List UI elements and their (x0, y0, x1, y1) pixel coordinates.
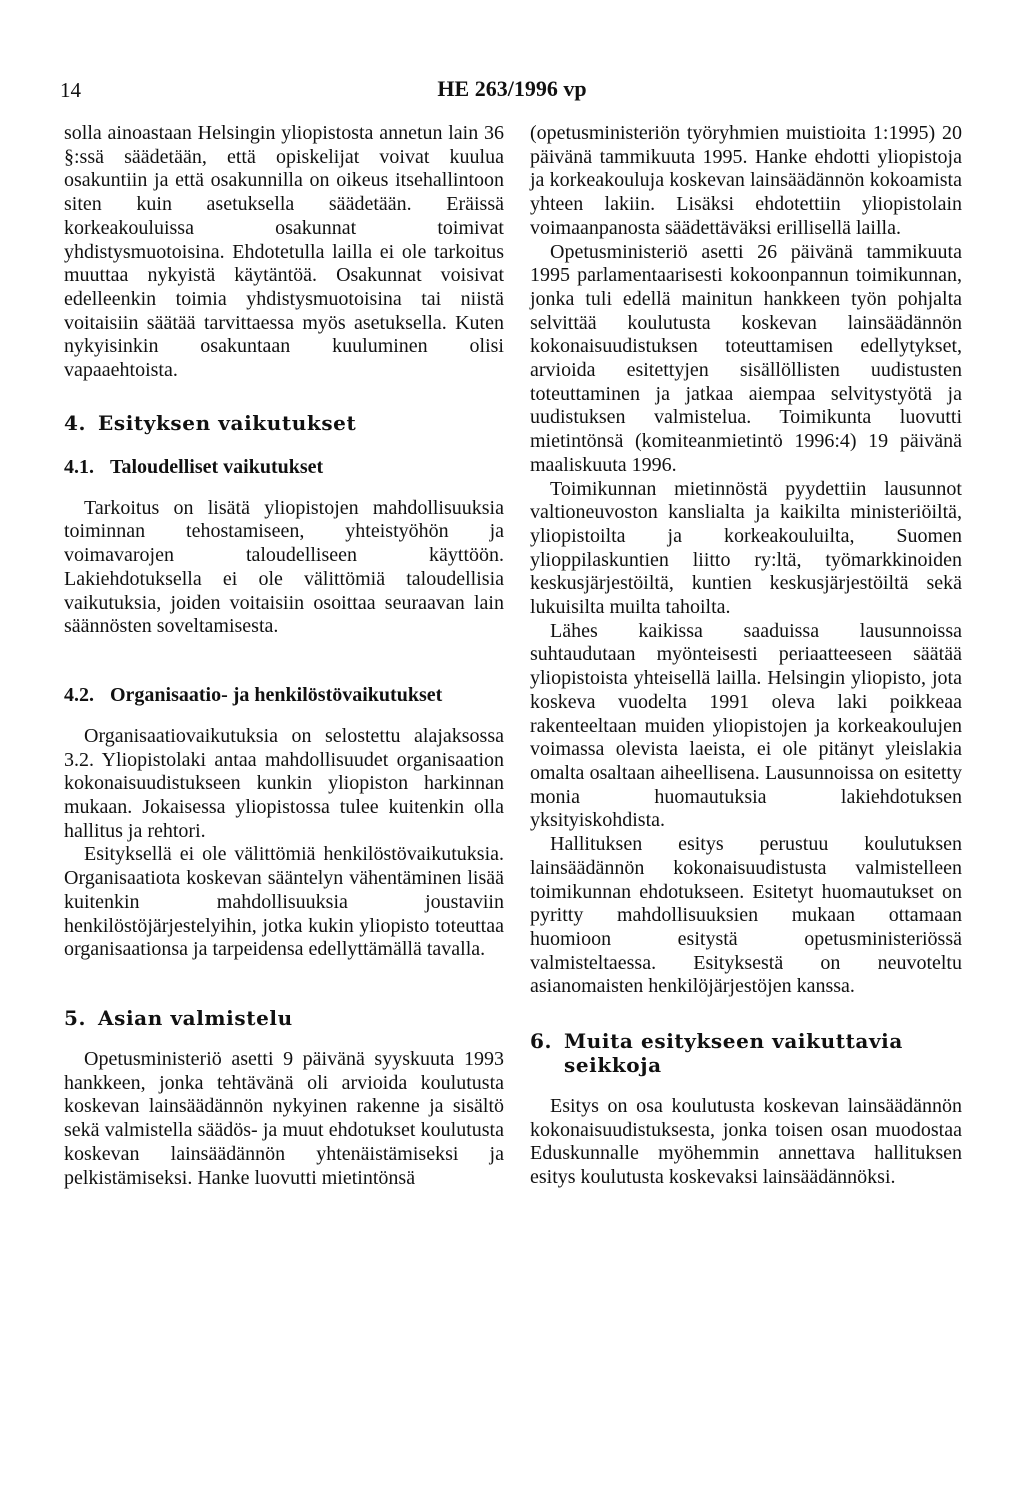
section-4-heading (64, 411, 504, 435)
section-4-2-heading (64, 683, 504, 707)
section-4-1-heading (64, 455, 504, 479)
section-5-heading (64, 1006, 504, 1030)
section-number: 6. (530, 1029, 553, 1054)
section-number: 4.2. (64, 683, 94, 706)
section-title: Muita esitykseen vaikuttavia seikkoja (564, 1029, 903, 1078)
right-paragraph-3: Toimikunnan mietinnöstä pyydettiin lausunnot valtioneuvoston kanslialta ja kaikilta ministeriöiltä, yliopistoilta ja korkeakouluilta, Suomen ylioppilaskuntien liitto ry:ltä, työmarkkinoiden keskusjärjestöiltä, kuntien keskusjärjestöiltä sekä lukuisilta muilta tahoilta. (530, 477, 962, 619)
section-4-2-paragraph-1: Organisaatiovaikutuksia on selostettu alajaksossa 3.2. Yliopistolaki antaa mahdollisuudet organisaation kokonaisuudistukseen kunkin yliopiston harkinnan mukaan. Jokaisessa yliopistossa tulee kuitenkin olla hallitus ja rehtori. (64, 724, 504, 842)
section-5-paragraph: Opetusministeriö asetti 9 päivänä syyskuuta 1993 hankkeen, jonka tehtävänä oli arvioida koulutusta koskevan lainsäädännön nykyinen rakenne ja sisältö sekä valmistella säädös- ja muut ehdotukset koulutusta koskevan lainsäädännön yhtenäistämiseksi ja pelkistämiseksi. Hanke luovutti mietintönsä (64, 1047, 504, 1189)
section-title: Taloudelliset vaikutukset (110, 455, 324, 478)
right-paragraph-4: Lähes kaikissa saaduissa lausunnoissa suhtaudutaan myönteisesti periaatteeseen säätää yliopistoista yhteisellä lailla. Helsingin yliopisto, jota koskeva vuodelta 1991 oleva laki poikkeaa rakenteeltaan muiden yliopistojen ja korkeakoulujen voimassa olevista laeista, ei ole pitänyt yleislakia omalta osaltaan aiheellisena. Lausunnoissa on esitetty monia huomautuksia lakiehdotuksen yksityiskohdista. (530, 619, 962, 832)
section-title: Asian valmistelu (98, 1005, 293, 1030)
section-4-2-paragraph-2: Esityksellä ei ole välittömiä henkilöstövaikutuksia. Organisaatiota koskevan sääntelyn vähentäminen lisää kuitenkin mahdollisuuksia joustaviin henkilöstöjärjestelyihin, jotka kukin yliopisto toteuttaa organisaationsa ja tarpeidensa edellyttämällä tavalla. (64, 843, 504, 961)
right-paragraph-1: (opetusministeriön työryhmien muistioita 1:1995) 20 päivänä tammikuuta 1995. Hanke ehdotti yliopistoja ja korkeakouluja koskevan lainsäädännön kokoamista yhteen lakiin. Lisäksi ehdotettiin yliopistolain voimaanpanosta säädettäväksi erillisellä lailla. (530, 122, 962, 239)
section-title: Esityksen vaikutukset (98, 410, 357, 435)
section-4-1-paragraph: Tarkoitus on lisätä yliopistojen mahdollisuuksia toiminnan tehostamiseen, yhteistyöhön ja voimavarojen taloudelliseen käyttöön. Lakiehdotuksella ei ole välittömiä taloudellisia vaikutuksia, joiden voitaisiin osoittaa seuraavan lain säännösten soveltamisesta. (64, 496, 504, 638)
intro-paragraph: solla ainoastaan Helsingin yliopistosta annetun lain 36 §:ssä säädetään, että opiskelijat voivat kuulua osakuntiin ja että osakunnilla on oikeus itsehallintoon siten kuin asetuksella säädetään. Eräissä korkeakouluissa osakunnat toimivat yhdistysmuotoisina. Ehdotetulla lailla ei ole tarkoitus muuttaa nykyistä käytäntöä. Osakunnat voisivat edelleenkin toimia yhdistysmuotoisina tai niistä voitaisiin säätää tarvittaessa myös asetuksella. Kuten nykyisinkin osakuntaan kuuluminen olisi vapaaehtoista. (64, 122, 504, 382)
page-number: 14 (60, 78, 81, 102)
right-paragraph-2: Opetusministeriö asetti 26 päivänä tammikuuta 1995 parlamentaarisesti kokoonpannun toimikunnan, jonka tuli edellä mainitun hankkeen työn pohjalta selvittää koulutusta koskevan lainsäädännön kokonaisuudistuksen toteuttamisen edellytykset, arvioida esitettyjen sisällöllisten uudistusten toteuttaminen ja jatkaa aiempaa selvitystyötä ja uudistuksen valmistelua. Toimikunta luovutti mietintönsä (komiteanmietintö 1996:4) 19 päivänä maaliskuuta 1996. (530, 240, 962, 476)
section-6-paragraph: Esitys on osa koulutusta koskevan lainsäädännön kokonaisuudistuksesta, jonka toisen osan muodostaa Eduskunnalle myöhemmin annettava hallituksen esitys koulutusta koskevaksi lainsäädännöksi. (530, 1095, 962, 1189)
section-6-heading (530, 1029, 962, 1077)
left-column (64, 122, 504, 1190)
right-column (530, 122, 962, 1190)
section-title: Organisaatio- ja henkilöstövaikutukset (110, 683, 443, 706)
section-number: 4.1. (64, 455, 94, 478)
section-number: 5. (64, 1005, 87, 1030)
right-paragraph-5: Hallituksen esitys perustuu koulutuksen lainsäädännön kokonaisuudistusta valmistelleen toimikunnan ehdotukseen. Esitetyt huomautukset on pyritty mahdollisuuksien mukaan ottamaan huomioon esitystä opetusministeriössä valmisteltaessa. Esityksestä on neuvoteltu asianomaisten henkilöjärjestöjen kanssa. (530, 833, 962, 998)
section-number: 4. (64, 410, 87, 435)
running-header: HE 263/1996 vp (437, 76, 587, 101)
